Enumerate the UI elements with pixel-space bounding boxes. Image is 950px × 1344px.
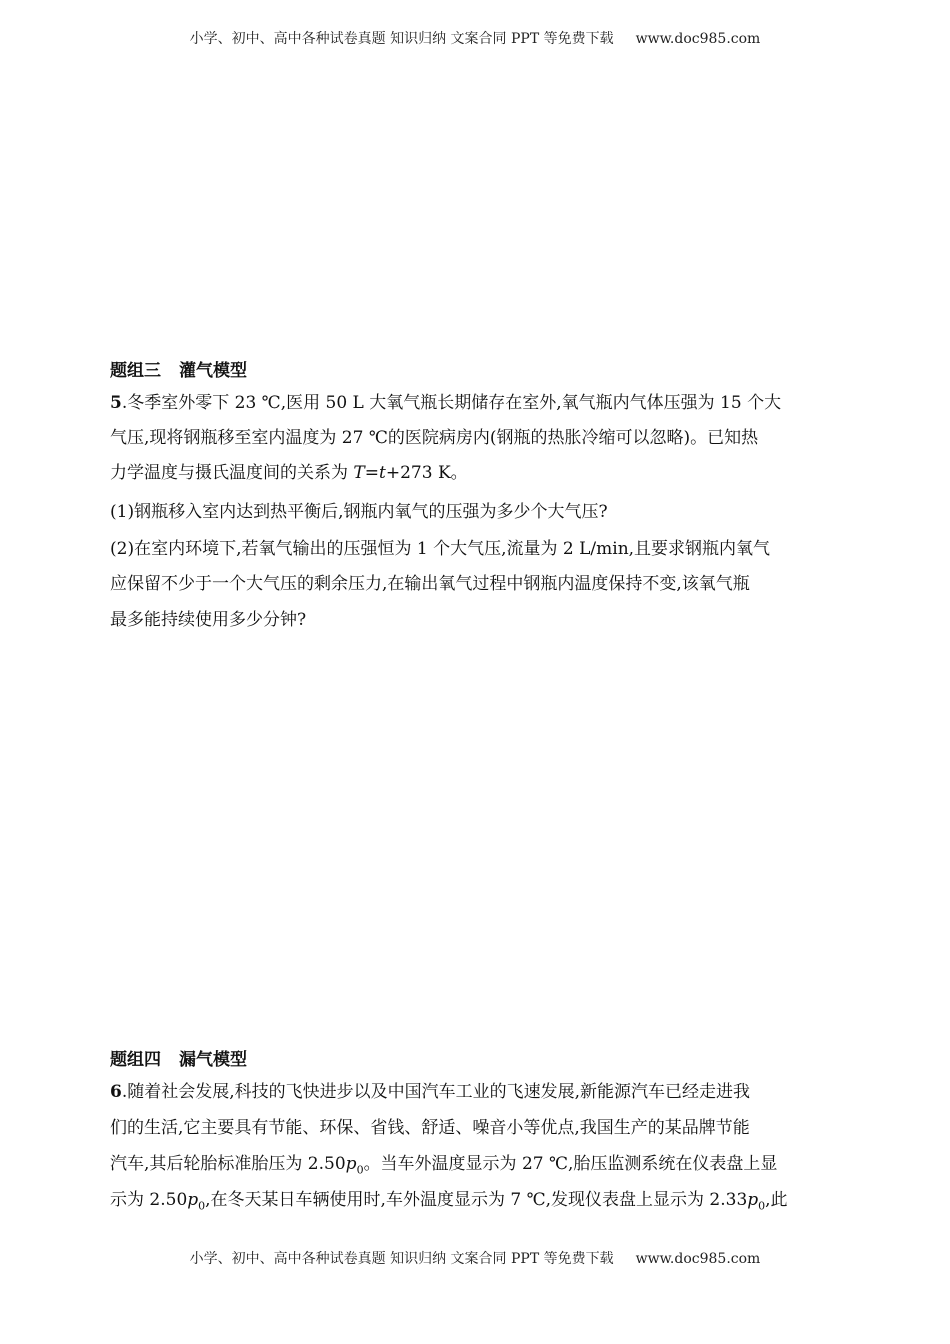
- q5-line-2: [110, 426, 840, 450]
- q6-var-p-2: p: [187, 1190, 199, 1210]
- q6-line-2: [110, 1116, 840, 1140]
- q6-text-3b: 。当车外温度显示为 27 ℃,胎压监测系统在仪表盘上显: [363, 1154, 778, 1174]
- q6-text-4a: 示为 2.50: [110, 1190, 188, 1210]
- q6-number: 6: [110, 1082, 122, 1102]
- header-banner-text: 小学、初中、高中各种试卷真题 知识归纳 文案合同 PPT 等免费下载: [189, 31, 614, 47]
- q6-text-3a: 汽车,其后轮胎标准胎压为 2.50: [110, 1154, 346, 1174]
- q5-text-3b: +273 K。: [385, 463, 468, 483]
- q5-part-1: [110, 500, 840, 524]
- footer-banner-url[interactable]: www.doc985.com: [635, 1251, 761, 1267]
- q5-line-3: [110, 461, 840, 485]
- group3-subtitle: 灌气模型: [179, 361, 247, 381]
- q6-text-4c: ,此: [765, 1190, 788, 1210]
- footer-banner-text: 小学、初中、高中各种试卷真题 知识归纳 文案合同 PPT 等免费下载: [189, 1251, 614, 1267]
- q5-eq: =: [364, 463, 379, 483]
- q5-text-3a: 力学温度与摄氏温度间的关系为: [110, 463, 354, 483]
- q6-sub-0-3: 0: [758, 1199, 766, 1213]
- group4-title: 题组四: [110, 1050, 161, 1070]
- q6-var-p-1: p: [345, 1154, 357, 1174]
- q6-sub-0-1: 0: [356, 1163, 364, 1177]
- q5-line-1: [110, 391, 840, 415]
- q6-sub-0-2: 0: [198, 1199, 206, 1213]
- q5-number: 5: [110, 393, 122, 413]
- q6-text-1: .随着社会发展,科技的飞快进步以及中国汽车工业的飞速发展,新能源汽车已经走进我: [121, 1082, 751, 1102]
- footer-banner: [0, 1248, 950, 1268]
- section-heading-group3: [110, 356, 247, 381]
- group3-title: 题组三: [110, 361, 161, 381]
- q6-var-p-3: p: [747, 1190, 759, 1210]
- q6-line-3: [110, 1152, 840, 1182]
- q5-part-2-line-3: [110, 608, 840, 632]
- header-banner: [0, 28, 950, 48]
- q5-var-t: t: [379, 463, 386, 483]
- q5-text-1: .冬季室外零下 23 ℃,医用 50 L 大氧气瓶长期储存在室外,氧气瓶内气体压强为 15 个大: [121, 393, 782, 413]
- q5-part-2-line-1: [110, 537, 840, 561]
- section-heading-group4: [110, 1045, 247, 1070]
- q5-part2-text-2: 应保留不少于一个大气压的剩余压力,在输出氧气过程中钢瓶内温度保持不变,该氧气瓶: [110, 574, 750, 594]
- q5-text-2: 气压,现将钢瓶移至室内温度为 27 ℃的医院病房内(钢瓶的热胀冷缩可以忽略)。已知热: [110, 428, 759, 448]
- group4-subtitle: 漏气模型: [179, 1050, 247, 1070]
- q6-line-4: [110, 1188, 840, 1218]
- q6-text-2: 们的生活,它主要具有节能、环保、省钱、舒适、噪音小等优点,我国生产的某品牌节能: [110, 1118, 750, 1138]
- header-banner-url[interactable]: www.doc985.com: [635, 31, 761, 47]
- q5-part1-text: (1)钢瓶移入室内达到热平衡后,钢瓶内氧气的压强为多少个大气压?: [110, 502, 608, 522]
- q5-part-2-line-2: [110, 572, 840, 596]
- q5-var-T: T: [353, 463, 365, 483]
- q5-part2-text-1: (2)在室内环境下,若氧气输出的压强恒为 1 个大气压,流量为 2 L/min,且要求钢瓶内氧气: [110, 539, 771, 559]
- q6-text-4b: ,在冬天某日车辆使用时,车外温度显示为 7 ℃,发现仪表盘上显示为 2.33: [205, 1190, 748, 1210]
- q6-line-1: [110, 1080, 840, 1104]
- q5-part2-text-3: 最多能持续使用多少分钟?: [110, 610, 307, 630]
